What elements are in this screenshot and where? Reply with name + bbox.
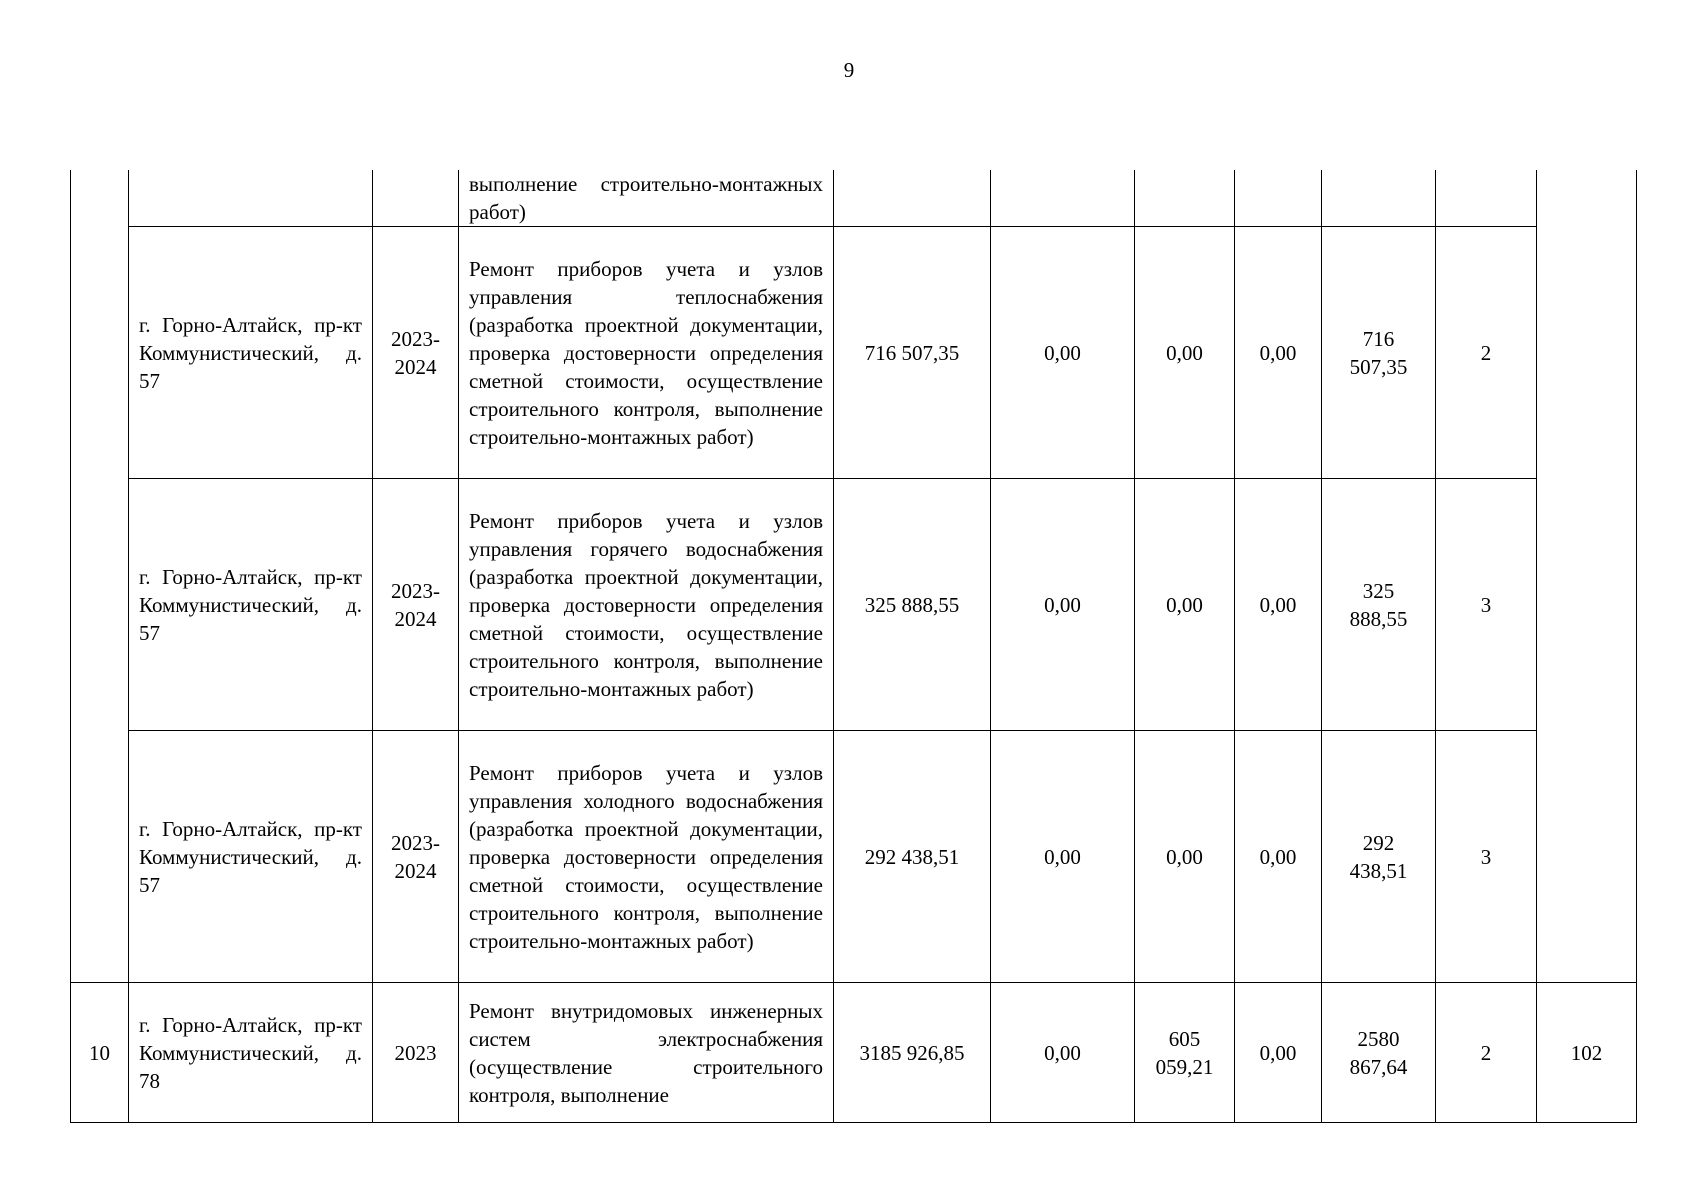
table-row (71, 731, 1637, 983)
code-cell: 2 (1436, 227, 1537, 479)
amount-cell: 292 438,51 (1322, 731, 1436, 983)
period-cell: 2023-2024 (373, 479, 459, 731)
total-cell: 292 438,51 (834, 731, 991, 983)
address-cell: г. Горно-Алтайск, пр-кт Коммунистический, д. 57 (129, 731, 373, 983)
amount-cell: 0,00 (1135, 731, 1235, 983)
table-row (71, 983, 1637, 1123)
amount-cell: 605 059,21 (1135, 983, 1235, 1123)
amount-cell: 0,00 (1235, 731, 1322, 983)
address-cell: г. Горно-Алтайск, пр-кт Коммунистический, д. 57 (129, 227, 373, 479)
page-number: 9 (843, 58, 855, 82)
description-cell: Ремонт приборов учета и узлов управления холодного водоснабжения (разработка проектной документации, проверка достоверности определения сметной стоимости, осуществление строительного контроля, выполнение строительно-монтажных работ) (459, 731, 834, 983)
row-number-cell: 10 (71, 983, 129, 1123)
code-cell: 3 (1436, 479, 1537, 731)
table-row (71, 227, 1637, 479)
amount-cell: 0,00 (991, 983, 1135, 1123)
amount-cell: 0,00 (1235, 479, 1322, 731)
amount-cell: 0,00 (1135, 479, 1235, 731)
total-cell: 716 507,35 (834, 227, 991, 479)
code-cell: 2 (1436, 983, 1537, 1123)
amount-cell: 0,00 (991, 479, 1135, 731)
table-row (71, 170, 1637, 227)
amount-cell: 325 888,55 (1322, 479, 1436, 731)
amount-cell: 0,00 (991, 227, 1135, 479)
period-cell: 2023 (373, 983, 459, 1123)
period-cell: 2023-2024 (373, 227, 459, 479)
description-cell: Ремонт приборов учета и узлов управления теплоснабжения (разработка проектной документации, проверка достоверности определения сметной стоимости, осуществление строительного контроля, выполнение строительно-монтажных работ) (459, 227, 834, 479)
amount-cell: 0,00 (1235, 983, 1322, 1123)
last-value-cell: 102 (1537, 983, 1637, 1123)
address-cell: г. Горно-Алтайск, пр-кт Коммунистический, д. 78 (129, 983, 373, 1123)
table-row (71, 479, 1637, 731)
amount-cell: 0,00 (991, 731, 1135, 983)
description-cell: Ремонт внутридомовых инженерных систем электроснабжения (осуществление строительного контроля, выполнение (459, 983, 834, 1123)
amount-cell: 0,00 (1235, 227, 1322, 479)
address-cell: г. Горно-Алтайск, пр-кт Коммунистический, д. 57 (129, 479, 373, 731)
repair-table (70, 170, 1637, 1123)
total-cell: 3185 926,85 (834, 983, 991, 1123)
amount-cell: 0,00 (1135, 227, 1235, 479)
amount-cell: 2580 867,64 (1322, 983, 1436, 1123)
description-cell: Ремонт приборов учета и узлов управления горячего водоснабжения (разработка проектной документации, проверка достоверности определения сметной стоимости, осуществление строительного контроля, выполнение строительно-монтажных работ) (459, 479, 834, 731)
code-cell: 3 (1436, 731, 1537, 983)
total-cell: 325 888,55 (834, 479, 991, 731)
amount-cell: 716 507,35 (1322, 227, 1436, 479)
period-cell: 2023-2024 (373, 731, 459, 983)
description-cell: выполнение строительно-монтажных работ) (459, 170, 834, 227)
